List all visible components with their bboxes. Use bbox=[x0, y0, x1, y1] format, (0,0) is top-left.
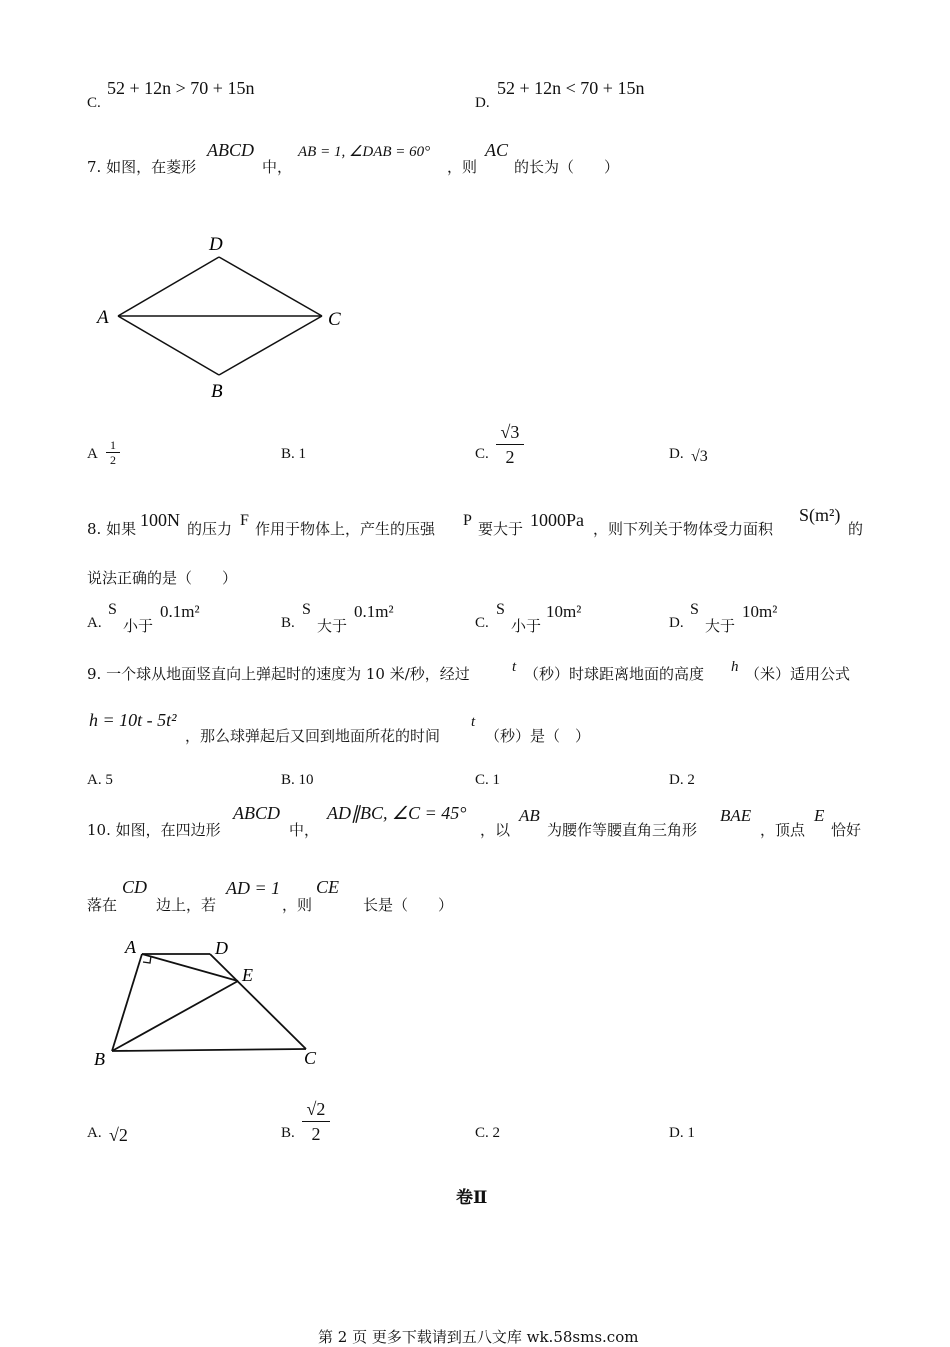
q8-option-c-value: 10m² bbox=[546, 602, 582, 621]
q9-variable-t2: t bbox=[471, 714, 476, 730]
vertex-label-c: C bbox=[304, 1048, 317, 1068]
q10-quadrilateral-figure bbox=[90, 934, 330, 1074]
q10-side-cd: CD bbox=[122, 877, 148, 897]
q7-condition: AB = 1, ∠DAB = 60° bbox=[298, 144, 431, 160]
rhombus-edge-cb bbox=[219, 316, 322, 375]
q6-option-d-label: D. bbox=[475, 95, 490, 111]
vertex-label-b: B bbox=[94, 1049, 105, 1069]
q8-area-unit: S(m²) bbox=[799, 505, 841, 525]
q7-option-d-label: D. bbox=[669, 446, 684, 462]
q7-stem-start: 7. 如图，在菱形 bbox=[87, 158, 197, 176]
q8-option-c-label: C. bbox=[475, 615, 489, 631]
q10-shape-name: ABCD bbox=[233, 803, 280, 823]
q10-stem-l2c: ，则 bbox=[282, 896, 313, 914]
rhombus-edge-ad bbox=[118, 257, 219, 316]
q7-target: AC bbox=[485, 140, 509, 160]
q10-stem-p3: ，以 bbox=[480, 821, 511, 839]
q8-option-d-label: D. bbox=[669, 615, 684, 631]
q9-option-d: D. 2 bbox=[669, 772, 695, 788]
q8-symbol-f: F bbox=[240, 512, 249, 529]
q9-stem-line1b: （秒）时球距离地面的高度 bbox=[524, 665, 705, 683]
q7-stem-end: 的长为（ ） bbox=[514, 158, 620, 176]
q10-stem-p2: 中， bbox=[289, 821, 320, 839]
rhombus-edge-dc bbox=[219, 257, 322, 316]
q7-option-a-fraction bbox=[106, 438, 120, 467]
q8-stem-p4: 要大于 bbox=[478, 520, 524, 538]
q8-option-a-s: S bbox=[108, 601, 117, 618]
q7-rhombus-figure bbox=[90, 228, 360, 408]
q8-option-b-label: B. bbox=[281, 615, 295, 631]
q8-option-b-value: 0.1m² bbox=[354, 602, 394, 621]
q9-formula: h = 10t - 5t² bbox=[89, 710, 177, 730]
q8-option-a-relation: 小于 bbox=[123, 617, 154, 635]
figure-edge-dc bbox=[210, 954, 306, 1049]
q10-condition: AD∥BC, ∠C = 45° bbox=[327, 803, 467, 823]
q8-option-c-relation: 小于 bbox=[511, 617, 542, 635]
q8-option-c-s: S bbox=[496, 601, 505, 618]
q8-symbol-p: P bbox=[463, 512, 472, 529]
q6-option-d-expression: 52 + 12n < 70 + 15n bbox=[497, 78, 645, 98]
q9-option-c: C. 1 bbox=[475, 772, 501, 788]
q6-option-c-label: C. bbox=[87, 95, 101, 111]
vertex-label-d: D bbox=[209, 234, 223, 255]
q10-option-b-label: B. bbox=[281, 1125, 295, 1141]
q10-target-ce: CE bbox=[316, 877, 340, 897]
q8-option-b-s: S bbox=[302, 601, 311, 618]
q7-shape-name: ABCD bbox=[207, 140, 254, 160]
q8-stem-p3: 作用于物体上，产生的压强 bbox=[255, 520, 436, 538]
q7-stem-mid2: ，则 bbox=[447, 158, 478, 176]
q8-stem-line2: 说法正确的是（ ） bbox=[87, 569, 238, 587]
fraction-numerator: √2 bbox=[306, 1099, 326, 1119]
q9-stem-line1c: （米）适用公式 bbox=[745, 665, 851, 683]
q8-pressure: 1000Pa bbox=[530, 510, 584, 530]
q7-option-c-fraction bbox=[496, 420, 524, 469]
page-footer: 第 2 页 更多下载请到五八文库 wk.58sms.com bbox=[318, 1328, 639, 1346]
q8-stem-p1: 8. 如果 bbox=[87, 520, 137, 538]
q10-option-c: C. 2 bbox=[475, 1125, 501, 1141]
rhombus-edge-ba bbox=[118, 316, 219, 375]
q10-option-b-fraction bbox=[302, 1097, 330, 1146]
q9-stem-line2a: ，那么球弹起后又回到地面所花的时间 bbox=[185, 727, 441, 745]
vertex-label-d: D bbox=[215, 938, 228, 958]
q10-stem-p5: ，顶点 bbox=[760, 821, 806, 839]
q10-stem-p6: 恰好 bbox=[831, 821, 862, 839]
q8-option-a-label: A. bbox=[87, 615, 102, 631]
vertex-label-e: E bbox=[242, 965, 253, 985]
q10-vertex-e: E bbox=[814, 806, 825, 825]
fraction-numerator: √3 bbox=[500, 422, 520, 442]
q8-stem-p2: 的压力 bbox=[187, 520, 233, 538]
q10-stem-l2a: 落在 bbox=[87, 896, 118, 914]
q10-stem-l2b: 边上，若 bbox=[156, 896, 217, 914]
vertex-label-b: B bbox=[211, 381, 223, 402]
q8-force: 100N bbox=[140, 510, 180, 530]
q10-side-ab: AB bbox=[519, 806, 540, 825]
q8-option-d-value: 10m² bbox=[742, 602, 778, 621]
q9-variable-h: h bbox=[731, 659, 739, 675]
q10-option-d: D. 1 bbox=[669, 1125, 695, 1141]
section-title: 卷Ⅱ bbox=[456, 1188, 488, 1208]
q9-stem-line2b: （秒）是（ ） bbox=[485, 727, 591, 745]
q10-option-a-value: √2 bbox=[109, 1125, 128, 1145]
vertex-label-a: A bbox=[125, 937, 136, 957]
q10-stem-l2d: 长是（ ） bbox=[363, 896, 454, 914]
q7-option-c-label: C. bbox=[475, 446, 489, 462]
fraction-numerator: 1 bbox=[110, 438, 116, 452]
q9-stem-line1a: 9. 一个球从地面竖直向上弹起时的速度为 10 米/秒，经过 bbox=[87, 665, 470, 683]
q10-triangle-bae: BAE bbox=[720, 806, 752, 825]
vertex-label-c: C bbox=[328, 309, 341, 330]
q7-option-b: B. 1 bbox=[281, 446, 307, 462]
q7-option-d-value: √3 bbox=[691, 448, 708, 465]
q8-option-d-relation: 大于 bbox=[705, 617, 736, 635]
vertex-label-a: A bbox=[97, 307, 109, 328]
fraction-denominator: 2 bbox=[302, 1121, 330, 1146]
figure-edge-bc bbox=[112, 1049, 306, 1051]
q9-variable-t: t bbox=[512, 659, 517, 675]
q6-option-c-expression: 52 + 12n > 70 + 15n bbox=[107, 78, 255, 98]
q7-option-a-label: A bbox=[87, 446, 98, 462]
fraction-denominator: 2 bbox=[496, 444, 524, 469]
fraction-denominator: 2 bbox=[106, 452, 120, 467]
q8-stem-p6: 的 bbox=[848, 520, 864, 538]
q10-ad-value: AD = 1 bbox=[226, 878, 281, 898]
q9-option-a: A. 5 bbox=[87, 772, 113, 788]
q9-option-b: B. 10 bbox=[281, 772, 314, 788]
q10-stem-p4: 为腰作等腰直角三角形 bbox=[547, 821, 698, 839]
q10-option-a-label: A. bbox=[87, 1125, 102, 1141]
q10-stem-p1: 10. 如图，在四边形 bbox=[87, 821, 221, 839]
q8-option-b-relation: 大于 bbox=[317, 617, 348, 635]
q8-option-d-s: S bbox=[690, 601, 699, 618]
q8-option-a-value: 0.1m² bbox=[160, 602, 200, 621]
q7-stem-mid1: 中， bbox=[262, 158, 293, 176]
q8-stem-p5: ，则下列关于物体受力面积 bbox=[593, 520, 774, 538]
